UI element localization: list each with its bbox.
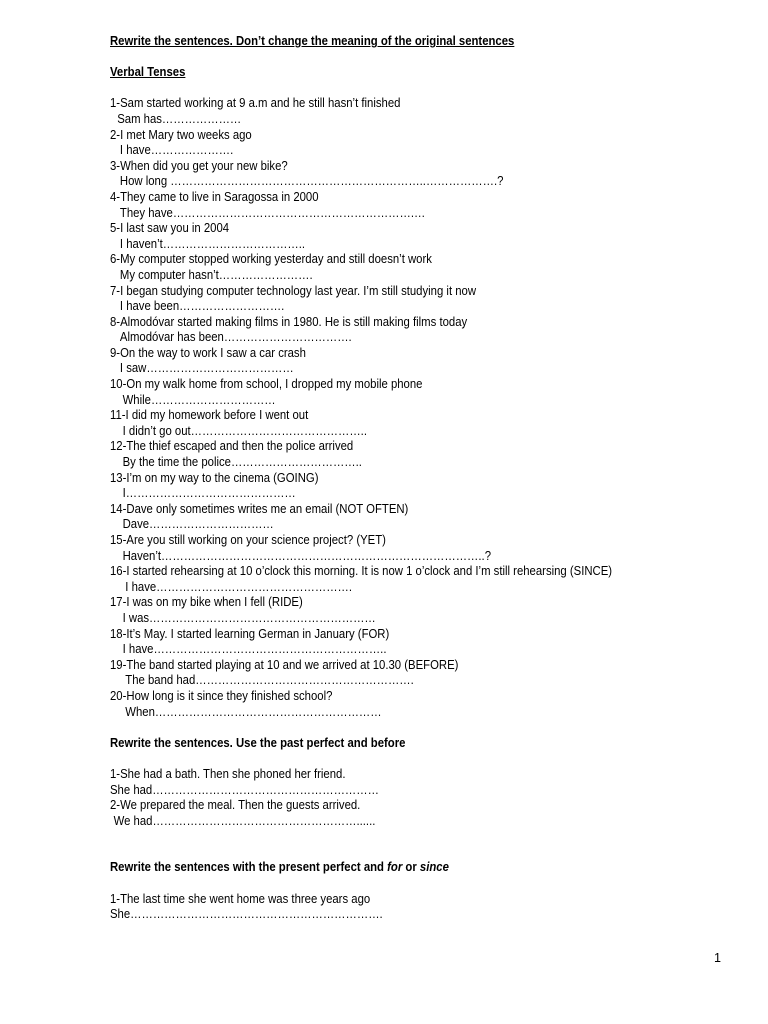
section-title-for: for <box>387 860 403 875</box>
question-line: 13-I’m on my way to the cinema (GOING) <box>110 470 319 485</box>
question-line: 20-How long is it since they finished school? <box>110 688 333 703</box>
question-line: 5-I last saw you in 2004 <box>110 221 230 236</box>
question-line: 11-I did my homework before I went out <box>110 408 309 423</box>
answer-line: I have been………………………. <box>119 299 285 314</box>
question-line: 2-We prepared the meal. Then the guests arrived. <box>110 798 361 813</box>
question-line: 17-I was on my bike when I fell (RIDE) <box>110 595 303 610</box>
answer-line: I haven’t……………………………….. <box>119 236 306 251</box>
section-title-present-perfect <box>110 860 750 876</box>
answer-line: I have……………………………………………. <box>125 579 353 594</box>
answer-line: She had…………………………………………………… <box>110 782 379 797</box>
question-line: 1-The last time she went home was three years ago <box>110 891 371 906</box>
answer-line: They have……………………………………………………….… <box>119 205 426 220</box>
answer-line: By the time the police…………………………….. <box>122 455 362 470</box>
question-line: 3-When did you get your new bike? <box>110 158 288 173</box>
question-line: 9-On the way to work I saw a car crash <box>110 345 306 360</box>
answer-line: She…………………………………………………………. <box>110 907 383 922</box>
question-line: 1-Sam started working at 9 a.m and he still hasn’t finished <box>110 96 401 111</box>
answer-line: I saw………………………………… <box>119 361 294 376</box>
section-title-verbal-tenses: Verbal Tenses <box>110 65 186 80</box>
answer-line: Almodóvar has been……………………………. <box>119 330 352 345</box>
answer-line: I was…………………………………………………… <box>122 610 376 625</box>
answer-line: How long …………………………………………………………..……………….? <box>119 174 504 189</box>
answer-line: When…………………………………………………… <box>125 704 382 719</box>
question-line: 2-I met Mary two weeks ago <box>110 127 252 142</box>
worksheet-page <box>110 34 750 923</box>
answer-line: The band had…………………………………………………. <box>125 673 414 688</box>
answer-line: We had………………………………………………...... <box>113 813 376 828</box>
section-title-past-perfect: Rewrite the sentences. Use the past perfect and before <box>110 735 406 750</box>
answer-line: Dave…………………………… <box>122 517 274 532</box>
question-line: 14-Dave only sometimes writes me an email (NOT OFTEN) <box>110 501 409 516</box>
exercise-list-verbal-tenses <box>110 96 750 720</box>
answer-line: I……………………………………… <box>122 486 296 501</box>
question-line: 4-They came to live in Saragossa in 2000 <box>110 189 319 204</box>
question-line: 10-On my walk home from school, I dropped my mobile phone <box>110 377 423 392</box>
section-title-or: or <box>402 860 420 875</box>
question-line: 15-Are you still working on your science project? (YET) <box>110 533 386 547</box>
answer-line: While…………………………… <box>122 392 276 407</box>
answer-line: I have…………………. <box>119 143 234 158</box>
section-title-prefix: Rewrite the sentences with the present perfect and <box>110 860 388 875</box>
worksheet-heading: Rewrite the sentences. Don’t change the meaning of the original sentences <box>110 34 515 48</box>
answer-line: Haven’t…………………………………………………………………………..? <box>122 548 491 563</box>
question-line: 19-The band started playing at 10 and we arrived at 10.30 (BEFORE) <box>110 657 459 672</box>
question-line: 1-She had a bath. Then she phoned her friend. <box>110 766 346 781</box>
question-line: 18-It’s May. I started learning German in January (FOR) <box>110 626 390 641</box>
answer-line: I have…………………………………………………….. <box>122 642 387 657</box>
answer-line: My computer hasn’t……………………. <box>119 267 313 282</box>
answer-line: Sam has………………… <box>117 111 242 126</box>
answer-line: I didn’t go out……………………………………….. <box>122 423 367 438</box>
question-line: 7-I began studying computer technology last year. I’m still studying it now <box>110 283 477 298</box>
exercise-list-past-perfect <box>110 767 750 829</box>
question-line: 8-Almodóvar started making films in 1980. He is still making films today <box>110 314 468 329</box>
section-title-since: since <box>419 860 449 875</box>
question-line: 16-I started rehearsing at 10 o’clock this morning. It is now 1 o’clock and I’m still rehearsing (SINCE) <box>110 564 613 579</box>
page-number: 1 <box>714 951 722 965</box>
question-line: 6-My computer stopped working yesterday and still doesn’t work <box>110 252 432 267</box>
exercise-list-present-perfect <box>110 892 750 923</box>
question-line: 12-The thief escaped and then the police arrived <box>110 439 354 454</box>
